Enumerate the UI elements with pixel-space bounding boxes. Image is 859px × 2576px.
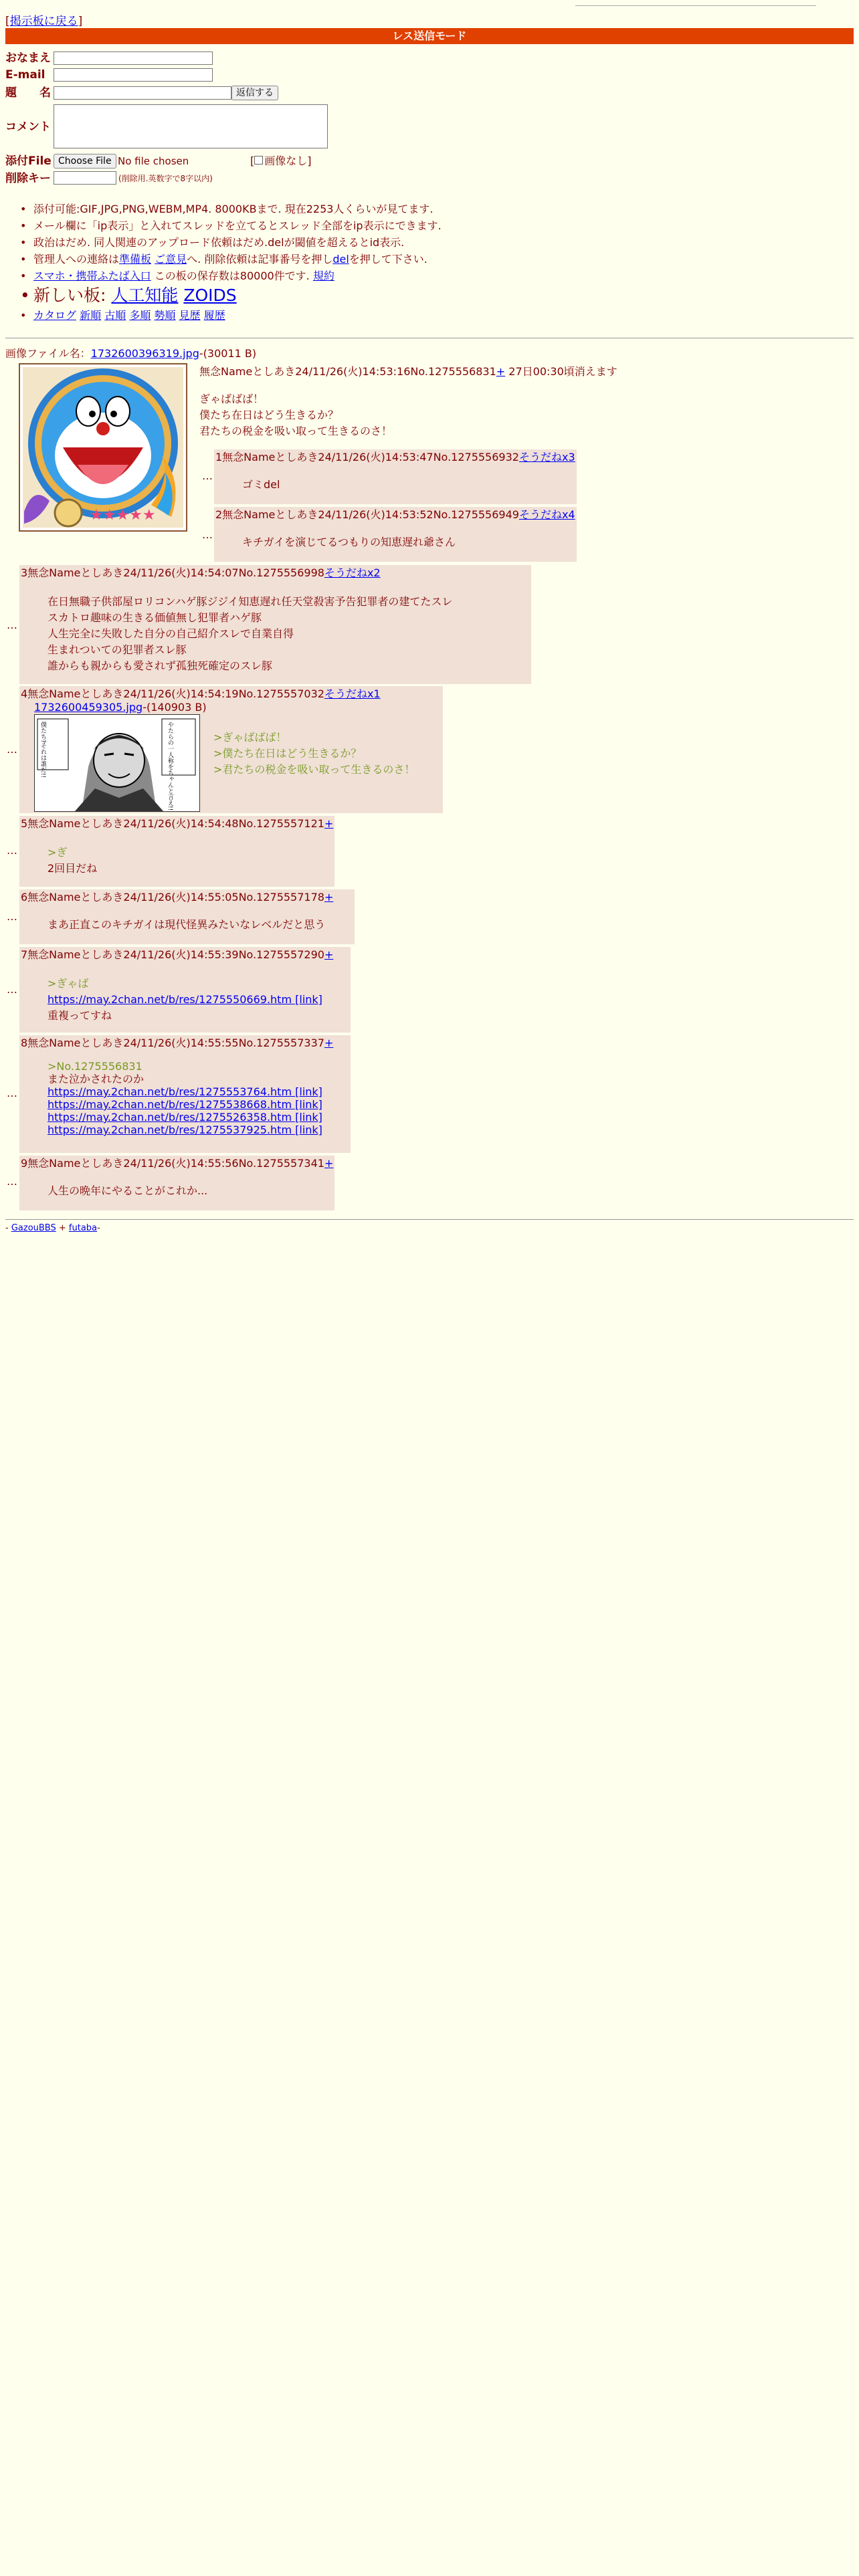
reply-body [47, 594, 452, 674]
delete-key-input[interactable] [54, 171, 116, 185]
reply-header-text: 8無念Nameとしあき24/11/26(火)14:55:55No.1275557337 [21, 1037, 324, 1049]
reply-header [21, 948, 333, 962]
terms-link[interactable]: 規約 [312, 270, 335, 282]
manga-text: ちゃんと言え!! [167, 770, 173, 811]
doraemon-image [20, 364, 186, 530]
file-status: No file chosen [118, 155, 189, 167]
reply-header [215, 508, 575, 522]
subject-label: 題 名 [5, 86, 51, 100]
op-line: 君たちの税金を吸い取って生きるのさ！ [199, 425, 393, 437]
footer-text: - [5, 1223, 11, 1233]
email-label: E-mail [5, 68, 45, 82]
feedback-link[interactable]: ご意見 [155, 253, 187, 265]
reply-file-info [34, 701, 207, 714]
back-nav [5, 15, 82, 29]
thread-link[interactable]: https://may.2chan.net/b/res/1275538668.htm [link] [47, 1098, 322, 1111]
plus-link[interactable]: + [324, 948, 334, 961]
plus-link[interactable]: + [324, 891, 334, 903]
delete-key-label: 削除キー [5, 172, 51, 185]
footer-divider [5, 1219, 854, 1220]
top-divider [575, 5, 816, 6]
manga-thumbnail[interactable] [34, 714, 200, 812]
rule-text: へ. 削除依頼は記事番号を押し [187, 253, 333, 265]
back-to-board-link[interactable]: 掲示板に戻る [9, 15, 78, 28]
reply-line: 人生完全に失敗した自分の自己紹介スレで自業自得 [47, 627, 294, 640]
op-line: 僕たち在日はどう生きるか？ [199, 409, 339, 421]
op-file-link[interactable]: 1732600396319.jpg [90, 347, 199, 360]
rule-item-contact [33, 251, 442, 267]
submit-button[interactable]: 返信する [231, 86, 278, 100]
thread-link[interactable]: https://may.2chan.net/b/res/1275550669.htm [link] [47, 993, 322, 1006]
sort-new-link[interactable]: 新順 [80, 309, 102, 322]
quote-line: >No.1275556831 [47, 1060, 142, 1073]
svg-text:★★★★★: ★★★★★ [90, 507, 156, 524]
comment-textarea[interactable] [54, 104, 328, 148]
reply-post-6 [19, 889, 355, 944]
op-body [199, 391, 392, 439]
choose-file-button[interactable]: Choose File [54, 154, 116, 169]
reply-ellipsis: … [202, 469, 213, 482]
reply-header-text: 5無念Nameとしあき24/11/26(火)14:54:48No.1275557121 [21, 817, 324, 830]
reply-post-4 [19, 686, 443, 813]
reply-header-text: 3無念Nameとしあき24/11/26(火)14:54:07No.1275556998 [21, 566, 324, 579]
reply-body [213, 730, 415, 778]
quote-line: >ぎゃばばば！ [213, 731, 287, 744]
view-history-link[interactable]: 見歴 [179, 309, 201, 322]
no-image-bracket-open: [ [250, 154, 255, 167]
reply-post-2 [214, 507, 577, 562]
op-header [199, 365, 617, 379]
rule-item: • メール欄に「ip表示」と入れてスレッドを立てるとスレッド全部をip表示にできます. [33, 217, 442, 234]
comment-label: コメント [5, 120, 51, 134]
reply-ellipsis: … [7, 743, 17, 756]
reply-ellipsis: … [7, 910, 17, 923]
thread-link[interactable]: https://may.2chan.net/b/res/1275553764.htm [link] [47, 1085, 322, 1098]
reply-header-text: 7無念Nameとしあき24/11/26(火)14:55:39No.1275557290 [21, 948, 324, 961]
reply-post-7 [19, 947, 351, 1033]
rule-item: • 政治はだめ. 同人関連のアップロード依頼はだめ.delが閾値を超えるとid表示. [33, 234, 442, 251]
catalog-link[interactable]: カタログ [33, 309, 77, 322]
reply-line: キチガイを演じてるつもりの知恵遅れ爺さん [242, 536, 456, 548]
reply-post-3 [19, 565, 531, 684]
manga-speech-right [166, 722, 173, 811]
sort-many-link[interactable]: 多順 [129, 309, 151, 322]
manga-image [35, 715, 199, 811]
history-link[interactable]: 履歴 [203, 309, 225, 322]
name-input[interactable] [54, 51, 213, 65]
back-bracket-open: [ [5, 15, 10, 28]
reply-header-text: 6無念Nameとしあき24/11/26(火)14:55:05No.1275557178 [21, 891, 324, 903]
op-file-size: -(30011 B) [199, 347, 257, 360]
back-bracket-close: ] [78, 15, 83, 28]
reply-mode-bar: レス送信モード [5, 28, 854, 44]
rule-item-mobile [33, 267, 442, 284]
reply-header [21, 566, 381, 580]
sodane-button[interactable]: そうだねx4 [518, 508, 575, 521]
reply-ellipsis: … [7, 1175, 17, 1188]
footer-text: - [97, 1223, 100, 1233]
reply-line: 2回目だね [47, 862, 98, 875]
sodane-button[interactable]: そうだねx2 [324, 566, 381, 579]
op-plus-link[interactable]: + [496, 365, 506, 378]
del-link[interactable]: del [332, 253, 349, 265]
sort-momentum-link[interactable]: 勢順 [154, 309, 176, 322]
rule-item-sort-links [33, 307, 442, 324]
reply-body [47, 845, 97, 877]
rule-text: この板の保存数は80000件です. [151, 270, 313, 282]
email-input[interactable] [54, 68, 213, 82]
reply-post-1 [214, 449, 577, 504]
reply-ellipsis: … [7, 983, 17, 996]
reply-ellipsis: … [7, 1087, 17, 1099]
reply-post-8 [19, 1035, 351, 1153]
futaba-link[interactable]: futaba [68, 1223, 98, 1233]
quote-line: >ぎ [47, 846, 68, 859]
no-image-label: 画像なし [264, 154, 308, 167]
op-header-text: 無念Nameとしあき24/11/26(火)14:53:16No.1275556831 [199, 365, 496, 378]
plus-link[interactable]: + [324, 1037, 334, 1049]
reply-line: まあ正直このキチガイは現代怪異みたいなレベルだと思う [47, 918, 326, 931]
op-line: ぎゃばばば！ [199, 393, 264, 405]
reply-file-link[interactable]: 1732600459305.jpg [34, 701, 143, 714]
reply-header-text: 9無念Nameとしあき24/11/26(火)14:55:56No.1275557341 [21, 1157, 324, 1170]
reply-header-text: 2無念Nameとしあき24/11/26(火)14:53:52No.1275556949 [215, 508, 519, 521]
doraemon-thumbnail[interactable] [19, 363, 187, 532]
reply-body [47, 976, 322, 1024]
board-zoids-link[interactable]: ZOIDS [183, 286, 237, 305]
quote-line: >君たちの税金を吸い取って生きるのさ！ [213, 763, 415, 776]
plus-link[interactable]: + [324, 1157, 334, 1170]
op-expiry: 27日00:30頃消えます [505, 365, 617, 378]
reply-file-size: -(140903 B) [142, 701, 207, 714]
quote-line: >ぎゃば [47, 977, 89, 990]
subject-input[interactable] [54, 86, 231, 100]
sodane-button[interactable]: そうだねx3 [518, 451, 575, 463]
reply-line: ゴミdel [242, 478, 280, 491]
reply-line: 在日無職子供部屋ロリコンハゲ豚ジジイ知恵遅れ任天堂殺害予告犯罪者の建てたスレ [47, 595, 453, 608]
no-image-checkbox[interactable] [254, 156, 263, 165]
reply-line: 生まれついての犯罪者スレ豚 [47, 643, 187, 656]
board-ai-link[interactable]: 人工知能 [111, 286, 179, 305]
rule-text: を押して下さい. [349, 253, 427, 265]
manga-speech-left [39, 722, 46, 778]
op-file-info [5, 347, 256, 360]
op-file-prefix: 画像ファイル名： [5, 347, 91, 360]
plus-link[interactable]: + [324, 817, 334, 830]
reply-line: 重複ってすね [47, 1009, 112, 1022]
reply-body [47, 1060, 322, 1136]
file-label: 添付File [5, 154, 52, 168]
board-rules [33, 201, 442, 324]
manga-text: 僕たち? [39, 722, 46, 743]
quote-line: >僕たち在日はどう生きるか？ [213, 747, 362, 760]
reply-line: スカトロ趣味の生きる価値無し犯罪者ハゲ豚 [47, 611, 262, 624]
prep-board-link[interactable]: 準備板 [119, 253, 152, 265]
reply-ellipsis: … [7, 619, 17, 631]
no-image-option [250, 154, 312, 168]
manga-text: やたらの一人称を [167, 722, 173, 770]
sort-old-link[interactable]: 古順 [104, 309, 126, 322]
reply-header [21, 687, 381, 701]
reply-line: 誰からも親からも愛されず孤独死確定のスレ豚 [47, 659, 273, 672]
reply-header-text: 4無念Nameとしあき24/11/26(火)14:54:19No.1275557032 [21, 687, 324, 700]
reply-header [21, 817, 333, 831]
reply-line: また泣かされたのか [47, 1073, 145, 1085]
rule-item: • 添付可能:GIF,JPG,PNG,WEBM,MP4. 8000KBまで. 現在2253人くらいが見てます. [33, 201, 442, 217]
reply-line: 人生の晩年にやることがこれか... [47, 1184, 208, 1197]
manga-text: それは誰だ!! [39, 742, 46, 778]
footer [5, 1223, 100, 1234]
new-boards-label: 新しい板: [33, 286, 106, 305]
sodane-button[interactable]: そうだねx1 [324, 687, 381, 700]
delete-key-note: (削除用.英数字で8字以内) [118, 174, 213, 183]
reply-post-9 [19, 1156, 335, 1210]
reply-post-5 [19, 816, 335, 887]
reply-ellipsis: … [202, 528, 213, 541]
mobile-entry-link[interactable]: スマホ・携帯ふたば入口 [33, 270, 151, 282]
thread-link[interactable]: https://may.2chan.net/b/res/1275526358.htm [link] [47, 1111, 322, 1123]
rule-item-new-boards [33, 284, 442, 307]
footer-text: + [56, 1223, 69, 1233]
reply-header [21, 1157, 333, 1170]
rule-text: 管理人への連絡は [33, 253, 120, 265]
thread-link[interactable]: https://may.2chan.net/b/res/1275537925.htm [link] [47, 1123, 322, 1136]
reply-header [21, 891, 333, 904]
reply-header [215, 451, 575, 464]
gazoubbs-link[interactable]: GazouBBS [11, 1223, 56, 1233]
reply-header [21, 1037, 333, 1050]
name-label: おなまえ [5, 51, 51, 65]
reply-ellipsis: … [7, 844, 17, 857]
no-image-bracket-close: ] [307, 154, 312, 167]
reply-header-text: 1無念Nameとしあき24/11/26(火)14:53:47No.1275556932 [215, 451, 519, 463]
